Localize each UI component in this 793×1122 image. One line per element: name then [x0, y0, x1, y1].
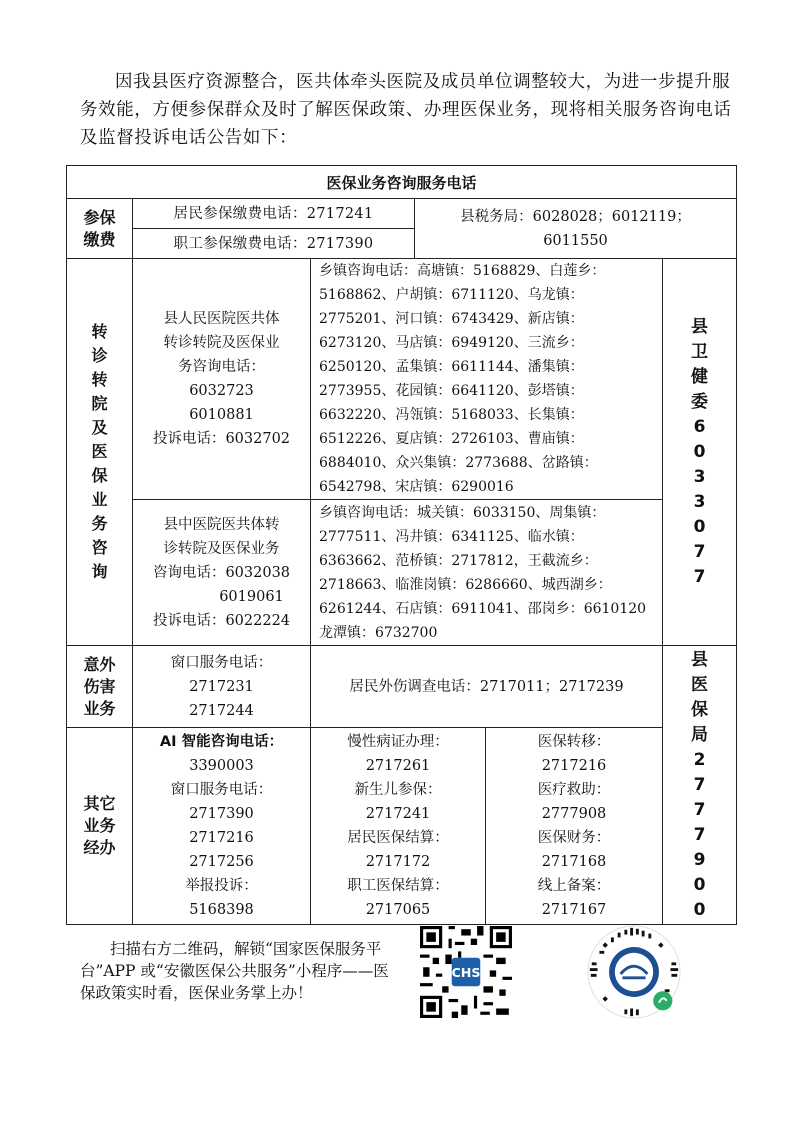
accident-header: 意外 伤害 业务 — [67, 646, 133, 728]
mini-program-code[interactable] — [586, 924, 682, 1020]
people-hospital-cell: 县人民医院医共体 转诊转院及医保业 务咨询电话： 6032723 6010881 投诉电话：6032702 — [133, 259, 311, 500]
health-commission-side: 县 卫 健 委 6 0 3 3 0 7 7 — [663, 259, 737, 646]
other-header: 其它 业务 经办 — [67, 728, 133, 925]
tcm-towns-cell: 乡镇咨询电话：城关镇：6033150、周集镇： 2777511、冯井镇：6341125、临水镇： 6363662、范桥镇：2717812，王截流乡： 2718663、临淮岗镇：6286660、城西湖乡： 6261244、石店镇：6911041、邵岗乡：6610120 龙潭镇：6732700 — [311, 500, 663, 646]
app-qr-code[interactable] — [420, 926, 512, 1018]
employee-fee-phone: 职工参保缴费电话：2717390 — [133, 229, 415, 259]
canbao-header: 参保 缴费 — [67, 199, 133, 259]
other-col3: 医保转移： 2717216 医疗救助： 2777908 医保财务： 2717168 线上备案： 2717167 — [537, 734, 611, 918]
people-towns-cell: 乡镇咨询电话：高塘镇：5168829、白莲乡： 5168862、户胡镇：6711120、乌龙镇： 2775201、河口镇：6743429、新店镇： 6273120、马店镇：6949120、三流乡： 6250120、孟集镇：6611144、潘集镇： 2773955、花园镇：6641120、彭塔镇： 6632220、冯瓴镇：5168033、长集镇： 6512226、夏店镇：2726103、曹庙镇： 6884010、众兴集镇：2773688、岔路镇： 6542798、宋店镇：6290016 — [311, 259, 663, 500]
table-title: 医保业务咨询服务电话 — [67, 166, 737, 199]
medical-insurance-bureau-side: 县 医 保 局 2 7 7 7 9 0 0 — [663, 646, 737, 925]
other-col2: 慢性病证办理： 2717261 新生儿参保： 2717241 居民医保结算： 2717172 职工医保结算： 2717065 — [311, 728, 486, 924]
tax-bureau-phone: 县税务局：6028028；6012119； 6011550 — [415, 199, 737, 259]
hotline-table — [66, 165, 737, 925]
footer-text: 扫描右方二维码，解锁“国家医保服务平台”APP 或“安徽医保公共服务”小程序——医保政策实时看，医保业务掌上办！ — [80, 940, 389, 1002]
resident-fee-phone: 居民参保缴费电话：2717241 — [133, 199, 415, 229]
accident-window-cell: 窗口服务电话： 2717231 2717244 — [133, 646, 311, 728]
injury-survey-phone: 居民外伤调查电话：2717011；2717239 — [311, 646, 663, 728]
qr-badge-text: CHS — [451, 964, 481, 980]
other-col1: AI 智能咨询电话： 3390003 窗口服务电话： 2717390 2717216 2717256 举报投诉： 5168398 — [133, 728, 311, 925]
other-services-cell — [311, 728, 663, 925]
intro-paragraph: 因我县医疗资源整合，医共体牵头医院及成员单位调整较大，为进一步提升服务效能，方便参保群众及时了解医保政策、办理医保业务，现将相关服务咨询电话及监督投诉电话公告如下： — [80, 72, 732, 148]
transfer-header: 转 诊 转 院 及 医 保 业 务 咨 询 — [67, 259, 133, 646]
tcm-hospital-cell: 县中医院医共体转 诊转院及医保业务 咨询电话：6032038 6019061 投诉电话：6022224 — [133, 500, 311, 646]
